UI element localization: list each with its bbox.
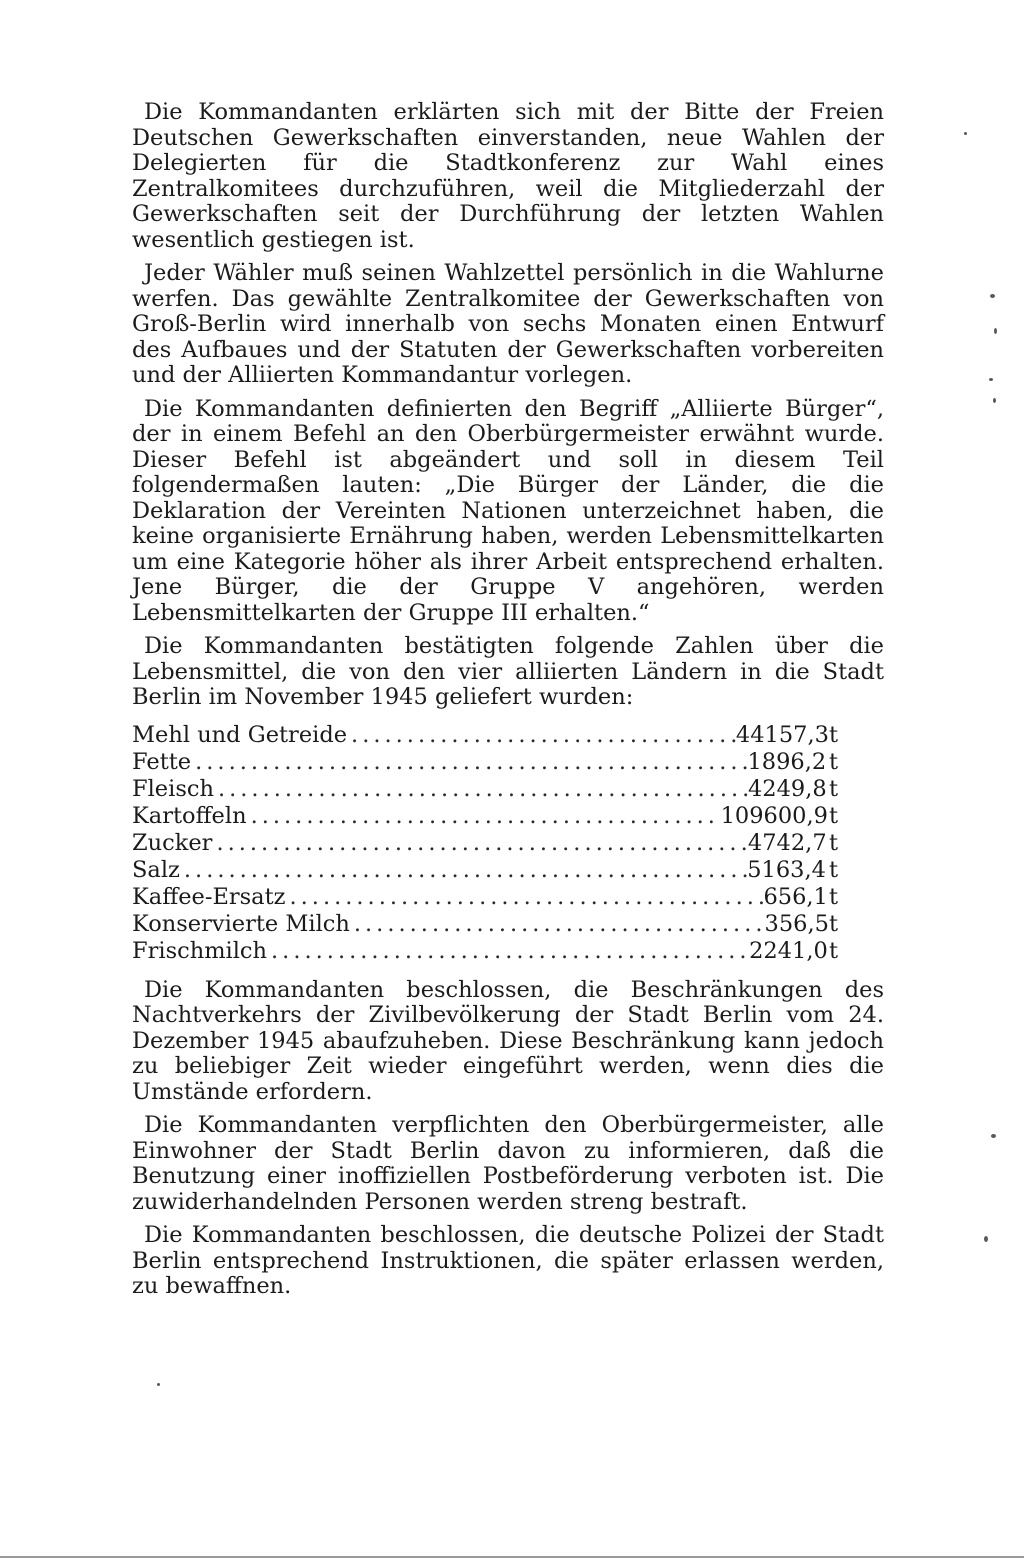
scan-speck [989,378,993,381]
table-row [132,723,838,750]
paragraph-curfew: Die Kommandanten beschlossen, die Beschränkungen des Nachtverkehrs der Zivilbevölkerung der Stadt Berlin vom 24. Dezember 1945 abaufzuheben. Diese Beschränkung kann jedoch zu beliebiger Zeit wieder eingeführt werden, wenn dies die Umstände erfordern. [132,976,884,1105]
leader-dots [271,939,749,965]
food-item-amount: 1896,2 [747,748,827,775]
food-item-amount: 44157,3 [735,721,829,748]
leader-dots [195,750,747,776]
food-item-unit: t [828,883,838,910]
leader-dots [351,723,736,749]
food-item-amount: 5163,4 [747,856,826,883]
food-item-unit: t [828,937,838,964]
food-item-amount: 4249,8 [747,775,827,802]
food-item-unit: t [828,748,838,775]
scan-speck [964,132,967,135]
paragraph-postal: Die Kommandanten verpflichten den Oberbürgermeister, alle Einwohner der Stadt Berlin davon zu informieren, daß die Benutzung einer inoffiziellen Postbeförderung verboten ist. Die zuwiderhandelnden Personen werden streng bestraft. [132,1112,884,1215]
table-row [132,750,838,777]
leader-dots [184,858,747,884]
leader-dots [218,777,748,803]
food-item-name: Mehl und Getreide [132,721,348,748]
food-item-unit: t [828,775,838,802]
food-item-unit: t [828,829,838,856]
food-item-amount: 356,5 [764,910,829,937]
food-item-amount: 4742,7 [747,829,827,856]
food-delivery-table [132,723,838,966]
scan-speck [984,1236,988,1242]
leader-dots [289,885,763,911]
paragraph-food-intro: Die Kommandanten bestätigten folgende Zahlen über die Lebensmittel, die von den vier alliierten Ländern in die Stadt Berlin im November 1945 geliefert wurden: [132,633,884,710]
food-item-amount: 656,1 [763,883,828,910]
table-row [132,777,838,804]
scan-speck [993,398,996,403]
food-item-unit: t [828,721,838,748]
table-row [132,912,838,939]
table-row [132,939,838,966]
table-row [132,804,838,831]
food-item-name: Kaffee-Ersatz [132,883,286,910]
food-item-unit: t [828,910,838,937]
food-item-amount: 2241,0 [749,937,828,964]
scan-speck [991,1134,996,1138]
food-item-name: Salz [132,856,180,883]
food-item-unit: t [828,802,838,829]
leader-dots [216,831,747,857]
leader-dots [251,804,721,830]
paragraph-ballot: Jeder Wähler muß seinen Wahlzettel persönlich in die Wahlurne werfen. Das gewählte Zentralkomitee der Gewerkschaften von Groß-Berlin wird innerhalb von sechs Monaten einen Entwurf des Aufbaues und der Statuten der Gewerkschaften vorbereiten und der Alliierten Kommandantur vorlegen. [132,260,884,388]
food-item-name: Frischmilch [132,937,268,964]
food-item-unit: t [828,856,838,883]
paragraph-police: Die Kommandanten beschlossen, die deutsche Polizei der Stadt Berlin entsprechend Instruktionen, die später erlassen werden, zu bewaffnen. [132,1222,884,1299]
table-row [132,885,838,912]
table-row [132,858,838,885]
table-row [132,831,838,858]
page-edge-line [0,1556,1024,1558]
paragraph-allied-citizens: Die Kommandanten definierten den Begriff „Alliierte Bürger“, der in einem Befehl an den Oberbürgermeister erwähnt wurde. Dieser Befehl ist abgeändert und soll in diesem Teil folgendermaßen lauten: „Die Bürger der Länder, die die Deklaration der Vereinten Nationen unterzeichnet haben, die keine organisierte Ernährung haben, werden Lebensmittelkarten um eine Kategorie höher als ihrer Arbeit entsprechend erhalten. Jene Bürger, die der Gruppe V angehören, werden Lebensmittelkarten der Gruppe III erhalten.“ [132,395,884,626]
scan-speck [990,294,995,298]
paragraph-union-elections: Die Kommandanten erklärten sich mit der Bitte der Freien Deutschen Gewerkschaften einverstanden, neue Wahlen der Delegierten für die Stadtkonferenz zur Wahl eines Zentralkomitees durchzuführen, weil die Mitgliederzahl der Gewerkschaften seit der Durchführung der letzten Wahlen wesentlich gestiegen ist. [132,99,884,253]
food-item-name: Fette [132,748,192,775]
scan-speck [994,328,997,334]
document-body [132,100,884,1308]
food-item-name: Fleisch [132,775,214,802]
scan-speck [157,1383,160,1386]
food-item-amount: 109600,9 [720,802,828,829]
food-item-name: Kartoffeln [132,802,247,829]
food-item-name: Zucker [132,829,213,856]
food-item-name: Konservierte Milch [132,910,350,937]
leader-dots [354,912,765,938]
